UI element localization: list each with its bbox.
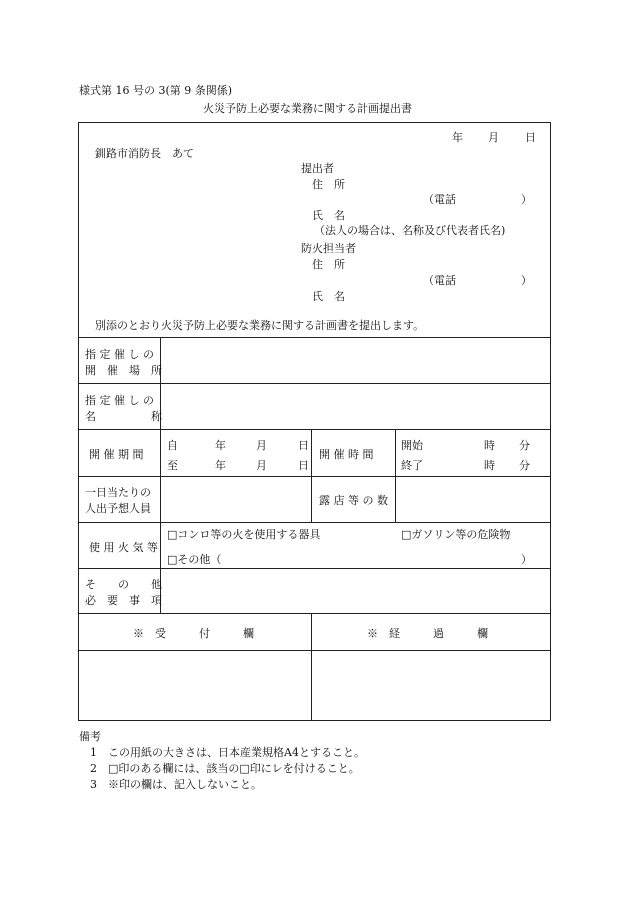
submitter-address-label: 住 所 [312, 178, 345, 191]
form-title: 火災予防上必要な業務に関する計画提出書 [203, 102, 412, 115]
period-to-year: 年 [215, 459, 226, 472]
divider [79, 476, 550, 477]
notes-heading: 備考 [79, 730, 101, 743]
option-gasoline-checkbox[interactable]: □ガソリン等の危険物 [401, 528, 511, 541]
fire-manager-address-label: 住 所 [312, 258, 345, 271]
other-label-line1: そ の 他 [85, 578, 162, 591]
period-from-month: 月 [256, 439, 267, 452]
event-name-label-line1: 指 定 催 し の [85, 394, 154, 407]
divider [79, 568, 550, 569]
divider [311, 613, 312, 721]
note-item: 3 ※印の欄は、記入しないこと。 [90, 778, 262, 791]
time-label: 開 催 時 間 [319, 448, 374, 461]
fire-use-label: 使 用 火 気 等 [89, 541, 158, 554]
divider [160, 337, 161, 613]
fire-manager-label: 防火担当者 [301, 242, 356, 255]
progress-column-header: ※ 経 過 欄 [367, 627, 488, 640]
submitter-name-note: （法人の場合は、名称及び代表者氏名) [314, 224, 506, 237]
note-item: 2 □印のある欄には、該当の□印にレを付けること。 [90, 762, 360, 775]
period-to: 至 [167, 459, 178, 472]
other-label-line2: 必 要 事 項 [85, 594, 162, 607]
submitter-phone-close: ） [521, 193, 532, 206]
period-from-year: 年 [215, 439, 226, 452]
option-other-checkbox[interactable]: □その他（ [167, 553, 222, 566]
date-month: 月 [488, 131, 499, 144]
time-start: 開始 [401, 439, 423, 452]
time-start-minute: 分 [519, 439, 530, 452]
stalls-label: 露 店 等 の 数 [319, 494, 388, 507]
form-frame [78, 122, 551, 721]
period-to-day: 日 [298, 459, 309, 472]
time-end-minute: 分 [519, 459, 530, 472]
option-other-close: ） [521, 553, 532, 566]
time-start-hour: 時 [484, 439, 495, 452]
date-year: 年 [452, 131, 463, 144]
divider [79, 383, 550, 384]
period-label: 開 催 期 間 [89, 448, 144, 461]
attendance-label-line1: 一日当たりの [85, 486, 151, 499]
submitter-phone-label: （電話 [423, 193, 456, 206]
submitter-label: 提出者 [301, 162, 334, 175]
divider [79, 613, 550, 614]
option-stove-checkbox[interactable]: □コンロ等の火を使用する器具 [167, 528, 321, 541]
fire-manager-phone-label: （電話 [423, 274, 456, 287]
fire-manager-name-label: 氏 名 [312, 290, 345, 303]
time-end: 終了 [401, 459, 423, 472]
divider [79, 337, 550, 338]
addressee: 釧路市消防長 あて [95, 147, 194, 160]
time-end-hour: 時 [484, 459, 495, 472]
fire-manager-phone-close: ） [521, 274, 532, 287]
event-name-label-line2: 名 称 [85, 410, 162, 423]
statement: 別添のとおり火災予防上必要な業務に関する計画書を提出します。 [95, 319, 425, 332]
venue-label-line2: 開 催 場 所 [85, 364, 162, 377]
attendance-label-line2: 人出予想人員 [85, 502, 151, 515]
divider [79, 522, 550, 523]
period-to-month: 月 [256, 459, 267, 472]
date-day: 日 [525, 131, 536, 144]
period-from-day: 日 [298, 439, 309, 452]
note-item: 1 この用紙の大きさは、日本産業規格A4とすること。 [90, 746, 365, 759]
divider [79, 429, 550, 430]
divider [79, 650, 550, 651]
divider [311, 429, 312, 522]
divider [395, 429, 396, 522]
form-number: 様式第 16 号の 3(第 9 条関係) [79, 84, 233, 97]
venue-label-line1: 指 定 催 し の [85, 348, 154, 361]
reception-column-header: ※ 受 付 欄 [133, 627, 254, 640]
period-from: 自 [167, 439, 178, 452]
submitter-name-label: 氏 名 [312, 209, 345, 222]
